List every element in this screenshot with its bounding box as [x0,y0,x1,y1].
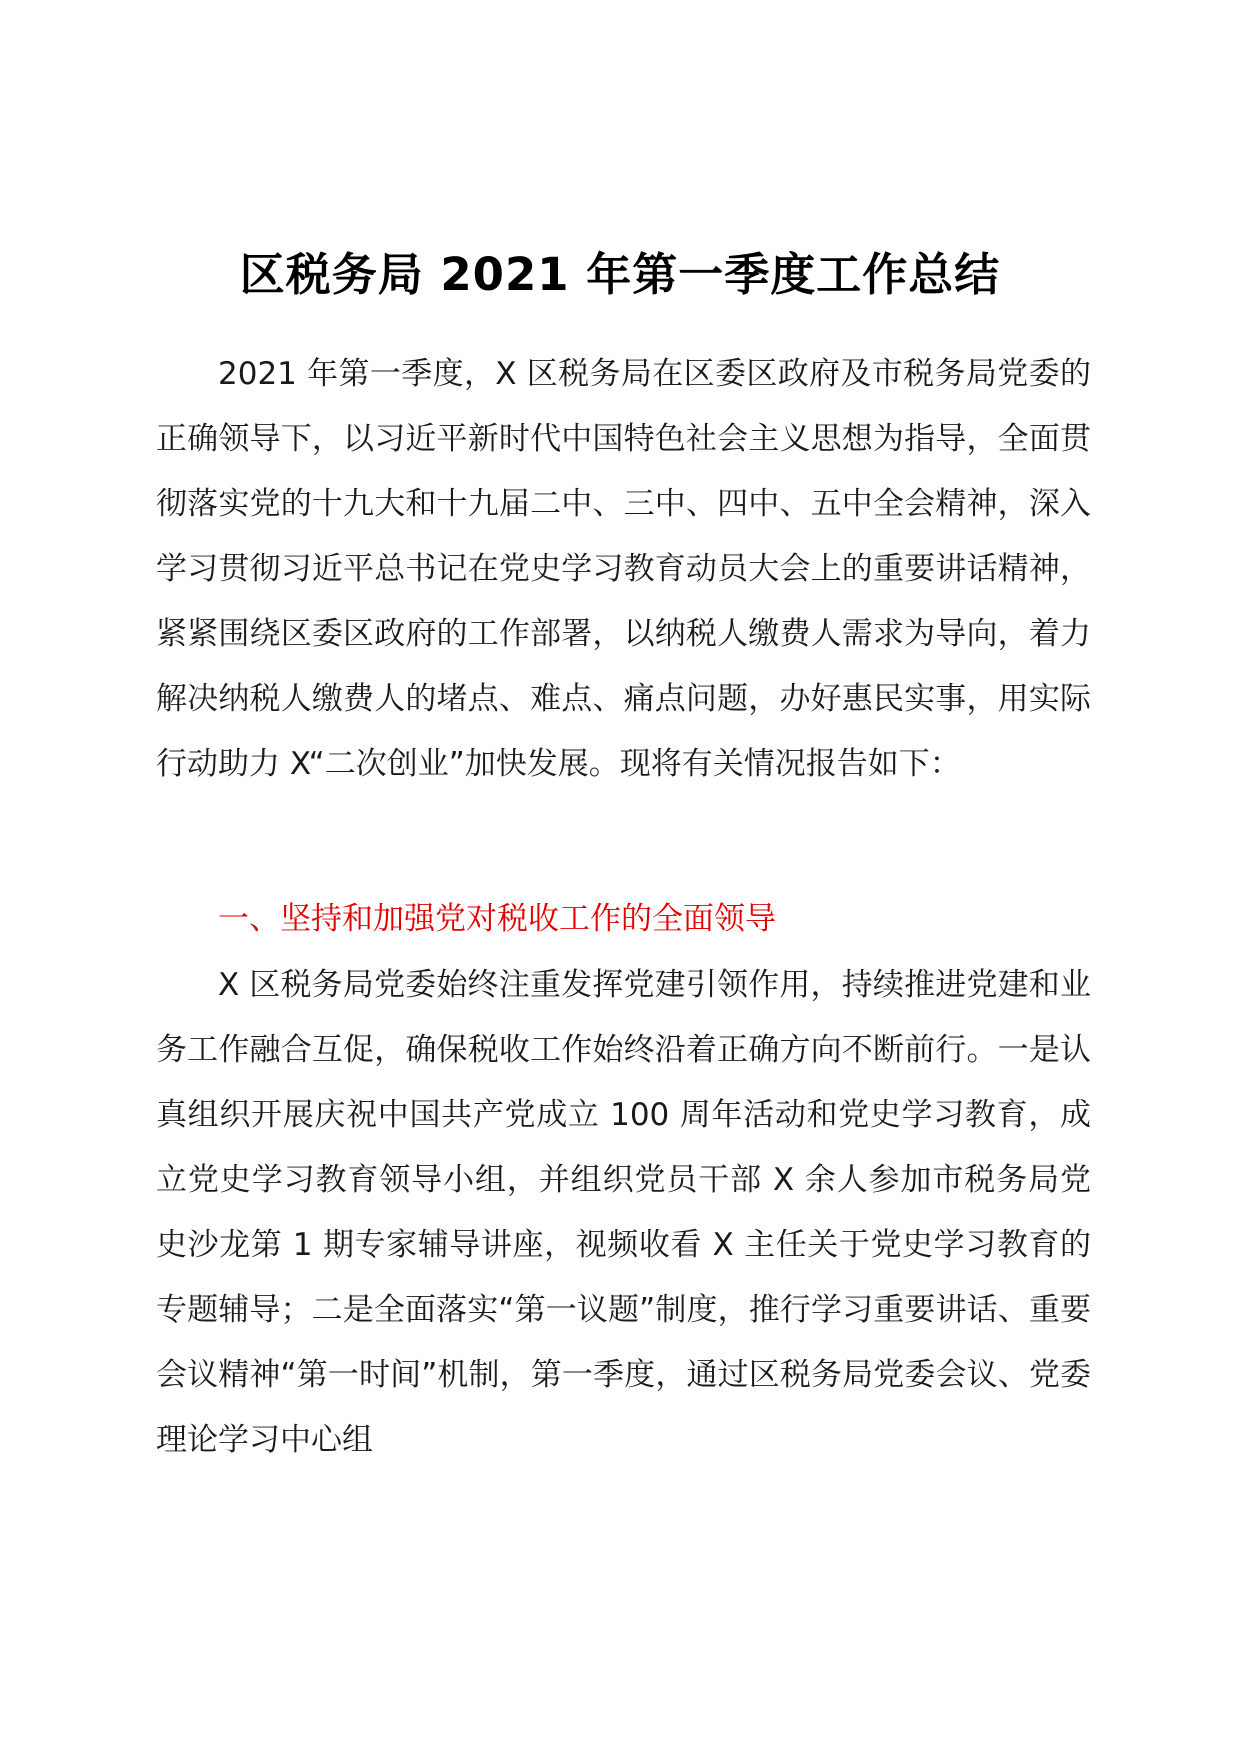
section-heading: 一、坚持和加强党对税收工作的全面领导 [218,901,776,937]
intro-paragraph: 2021 年第一季度，X 区税务局在区委区政府及市税务局党委的正确领导下，以习近平新时代中国特色社会主义思想为指导，全面贯彻落实党的十九大和十九届二中、三中、四中、五中全会精神，深入学习贯彻习近平总书记在党史学习教育动员大会上的重要讲话精神，紧紧围绕区委区政府的工作部署，以纳税人缴费人需求为导向，着力解决纳税人缴费人的堵点、难点、痛点问题，办好惠民实事，用实际行动助力 X“二次创业”加快发展。现将有关情况报告如下： [156,356,1091,782]
body-paragraph: X 区税务局党委始终注重发挥党建引领作用，持续推进党建和业务工作融合互促，确保税收工作始终沿着正确方向不断前行。一是认真组织开展庆祝中国共产党成立 100 周年活动和党史学习教育，成立党史学习教育领导小组，并组织党员干部 X 余人参加市税务局党史沙龙第 1 期专家辅导讲座，视频收看 X 主任关于党史学习教育的专题辅导；二是全面落实“第一议题”制度，推行学习重要讲话、重要会议精神“第一时间”机制，第一季度，通过区税务局党委会议、党委理论学习中心组 [156,967,1091,1458]
document-title: 区税务局 2021 年第一季度工作总结 [239,248,1001,301]
